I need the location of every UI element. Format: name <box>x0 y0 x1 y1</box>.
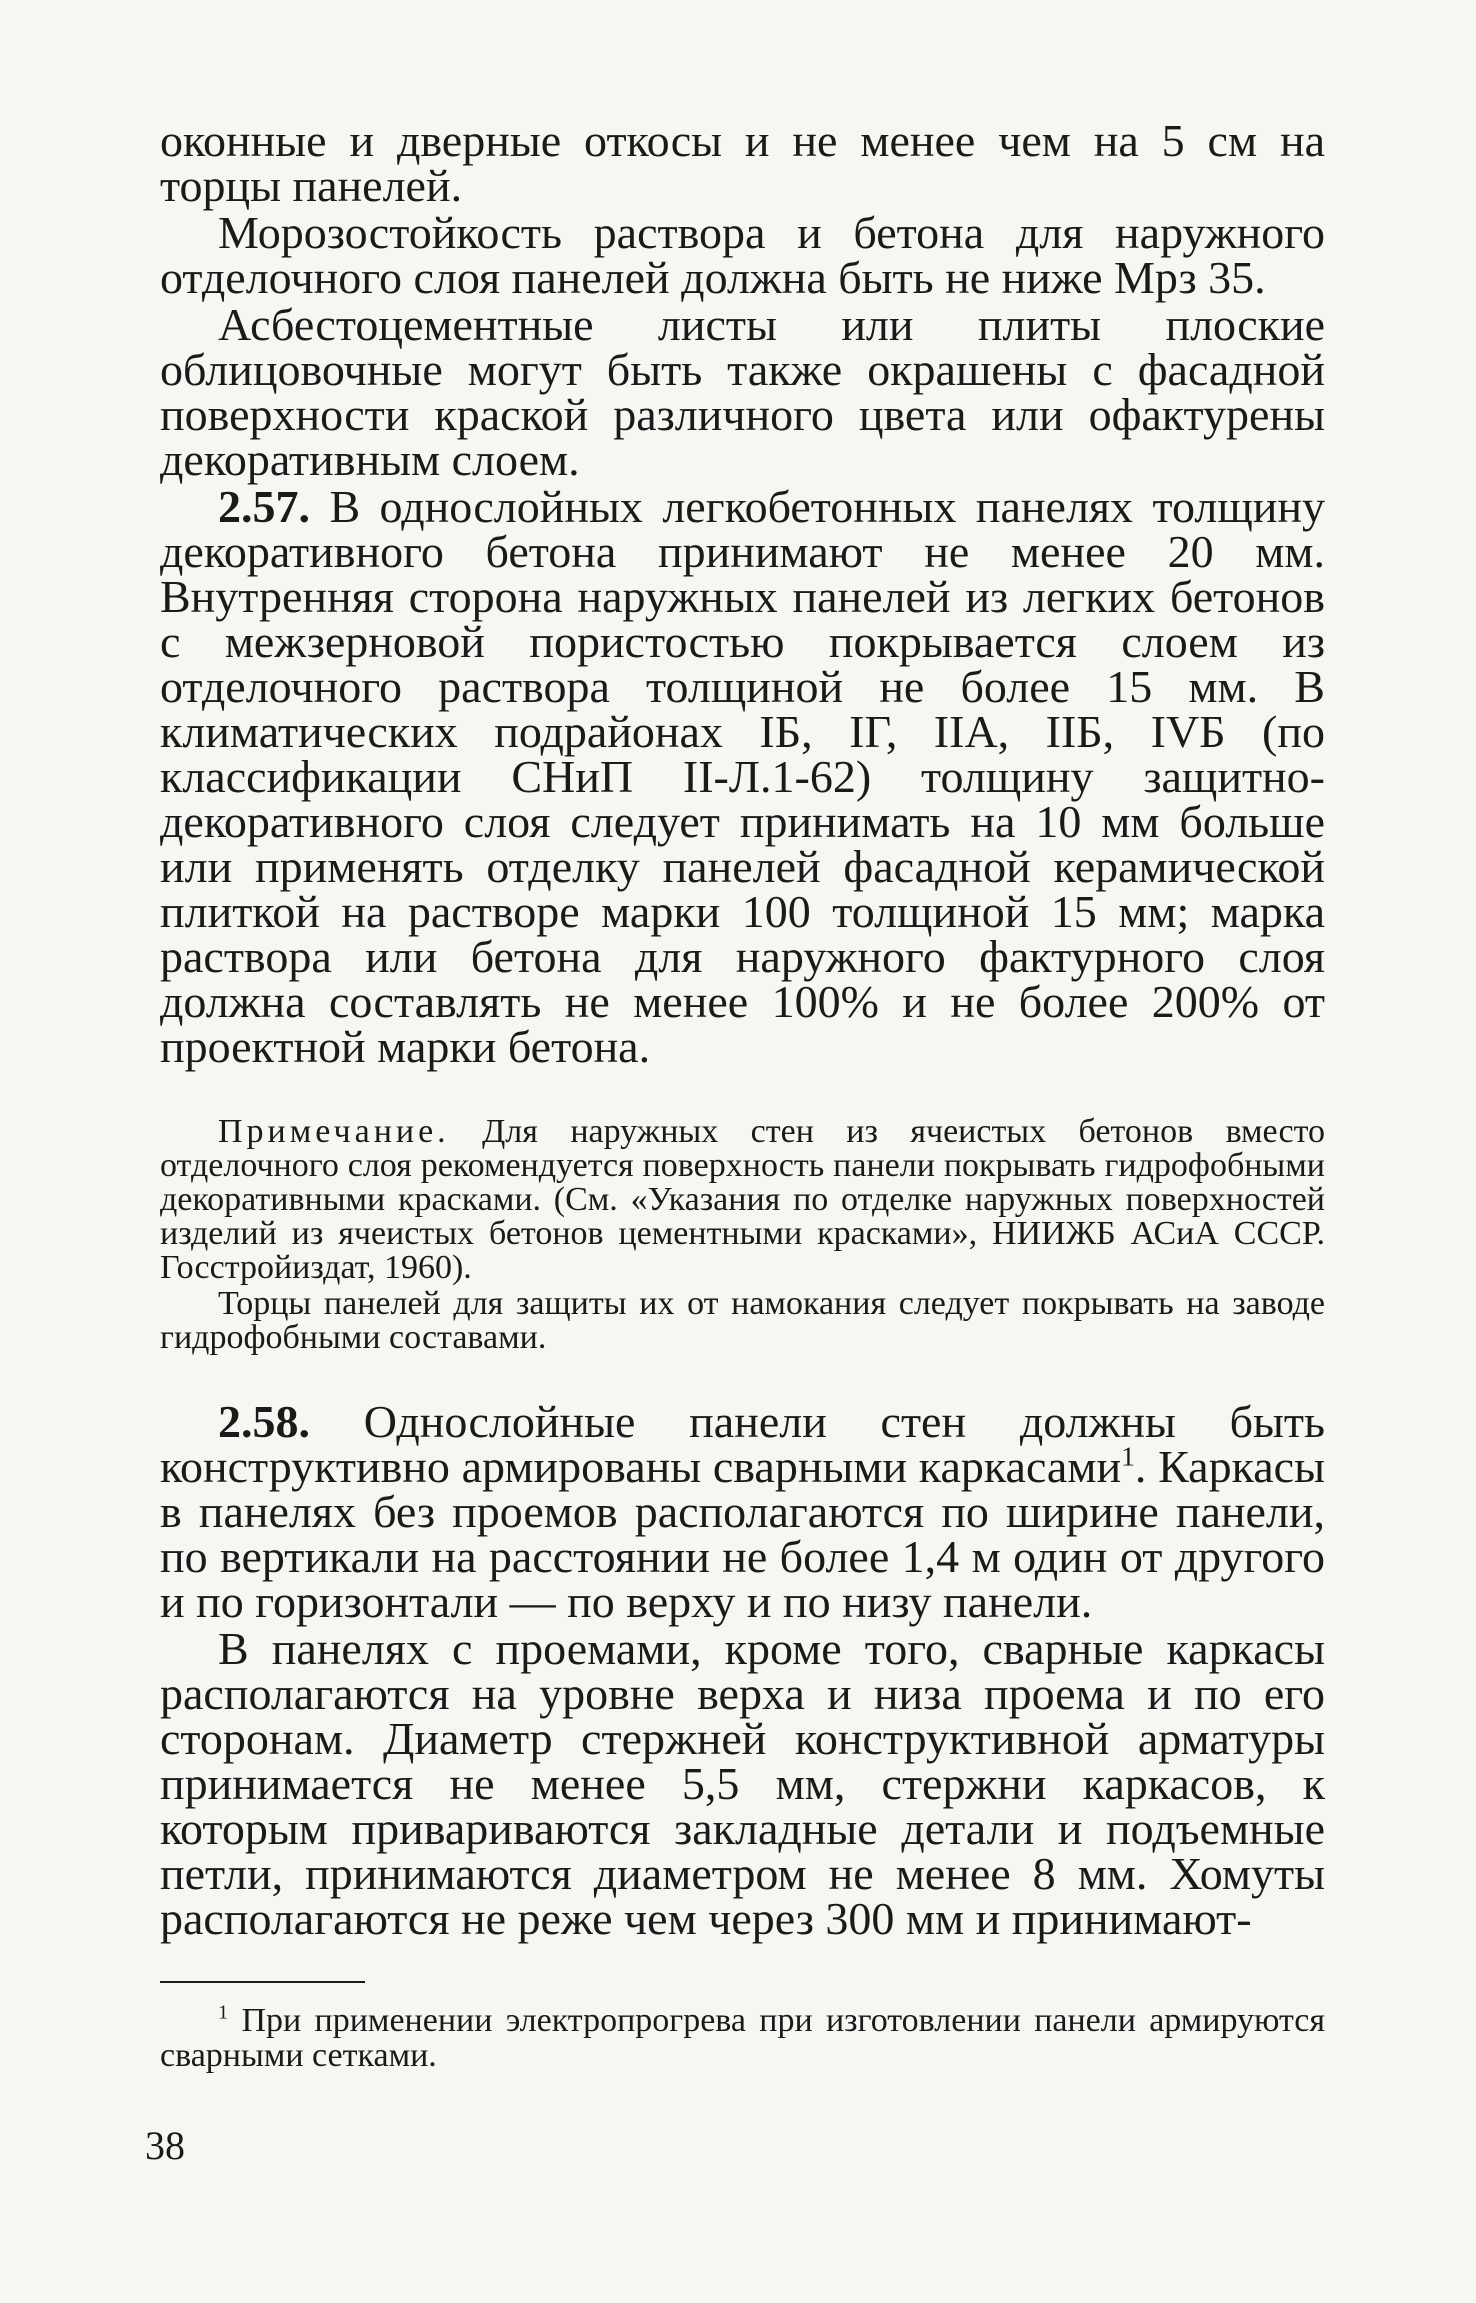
paragraph-2-57 <box>160 481 1325 1072</box>
paragraph-2-58 <box>160 1396 1326 1627</box>
section-number-2-57: 2.57. <box>218 481 310 532</box>
paragraph-asbestos-sheets: Асбестоцементные листы или плиты плоские облицовочные могут быть также окрашены с фасадной поверхности краской различного цвета или офактурены декоративным слоем. <box>160 299 1325 485</box>
paragraph-continuation: оконные и дверные откосы и не менее чем на 5 см на торцы панелей. <box>160 115 1325 211</box>
note-label: Примечание. <box>218 1113 450 1150</box>
footnote-text: При применении электропрогрева при изготовлении панели армируются сварными сетками. <box>160 2002 1326 2074</box>
note-paragraph <box>160 1115 1325 1285</box>
paragraph-frost-resistance: Морозостойкость раствора и бетона для наружного отделочного слоя панелей должна быть не ниже Мрз 35. <box>160 207 1325 303</box>
paragraph-openings: В панелях с проемами, кроме того, сварные каркасы располагаются на уровне верха и низа проема и по его сторонам. Диаметр стержней конструктивной арматуры принимается не менее 5,5 мм, стержни каркасов, к которым привариваются закладные детали и подъемные петли, принимаются диаметром не менее 8 мм. Хомуты располагаются не реже чем через 300 мм и принимают- <box>160 1623 1325 1944</box>
footnote-divider <box>160 1981 365 1983</box>
section-number-2-58: 2.58. <box>218 1396 310 1447</box>
note-paragraph-2: Торцы панелей для защиты их от намокания следует покрывать на заводе гидрофобными составами. <box>160 1285 1325 1356</box>
page-body <box>160 115 1326 2074</box>
footnote-reference: 1 <box>1121 1440 1135 1472</box>
paragraph-2-57-text: В однослойных легкобетонных панелях толщину декоративного бетона принимают не менее 20 мм. Внутренняя сторона наружных панелей из легких бетонов с межзерновой пористостью покрывается слоем из отделочного раствора толщиной не более 15 мм. В климатических подрайонах IБ, IГ, IIА, IIБ, IVБ (по классификации СНиП II-Л.1-62) толщину защитно-декоративного слоя следует принимать на 10 мм больше или применять отделку панелей фасадной керамической плиткой на растворе марки 100 толщиной 15 мм; марка раствора или бетона для наружного фактурного слоя должна составлять не менее 100% и не более 200% от проектной марки бетона. <box>160 481 1325 1072</box>
page-number: 38 <box>145 2123 185 2168</box>
footnote <box>160 2003 1325 2073</box>
note-block <box>160 1115 1325 1355</box>
note-text: Для наружных стен из ячеистых бетонов вместо отделочного слоя рекомендуется поверхность панели покрывать гидрофобными декоративными красками. (См. «Указания по отделке наружных поверхностей изделий из ячеистых бетонов цементными красками», НИИЖБ АСиА СССР. Госстройиздат, 1960). <box>160 1113 1325 1286</box>
paragraph-2-58-text-a: Однослойные панели стен должны быть конструктивно армированы сварными каркасами <box>160 1396 1326 1492</box>
footnote-marker: 1 <box>218 2001 229 2024</box>
paragraph-2-58-text-b: . Каркасы в панелях без проемов располагаются по ширине панели, по вертикали на расстоянии не более 1,4 м один от другого и по горизонтали — по верху и по низу панели. <box>160 1441 1325 1627</box>
